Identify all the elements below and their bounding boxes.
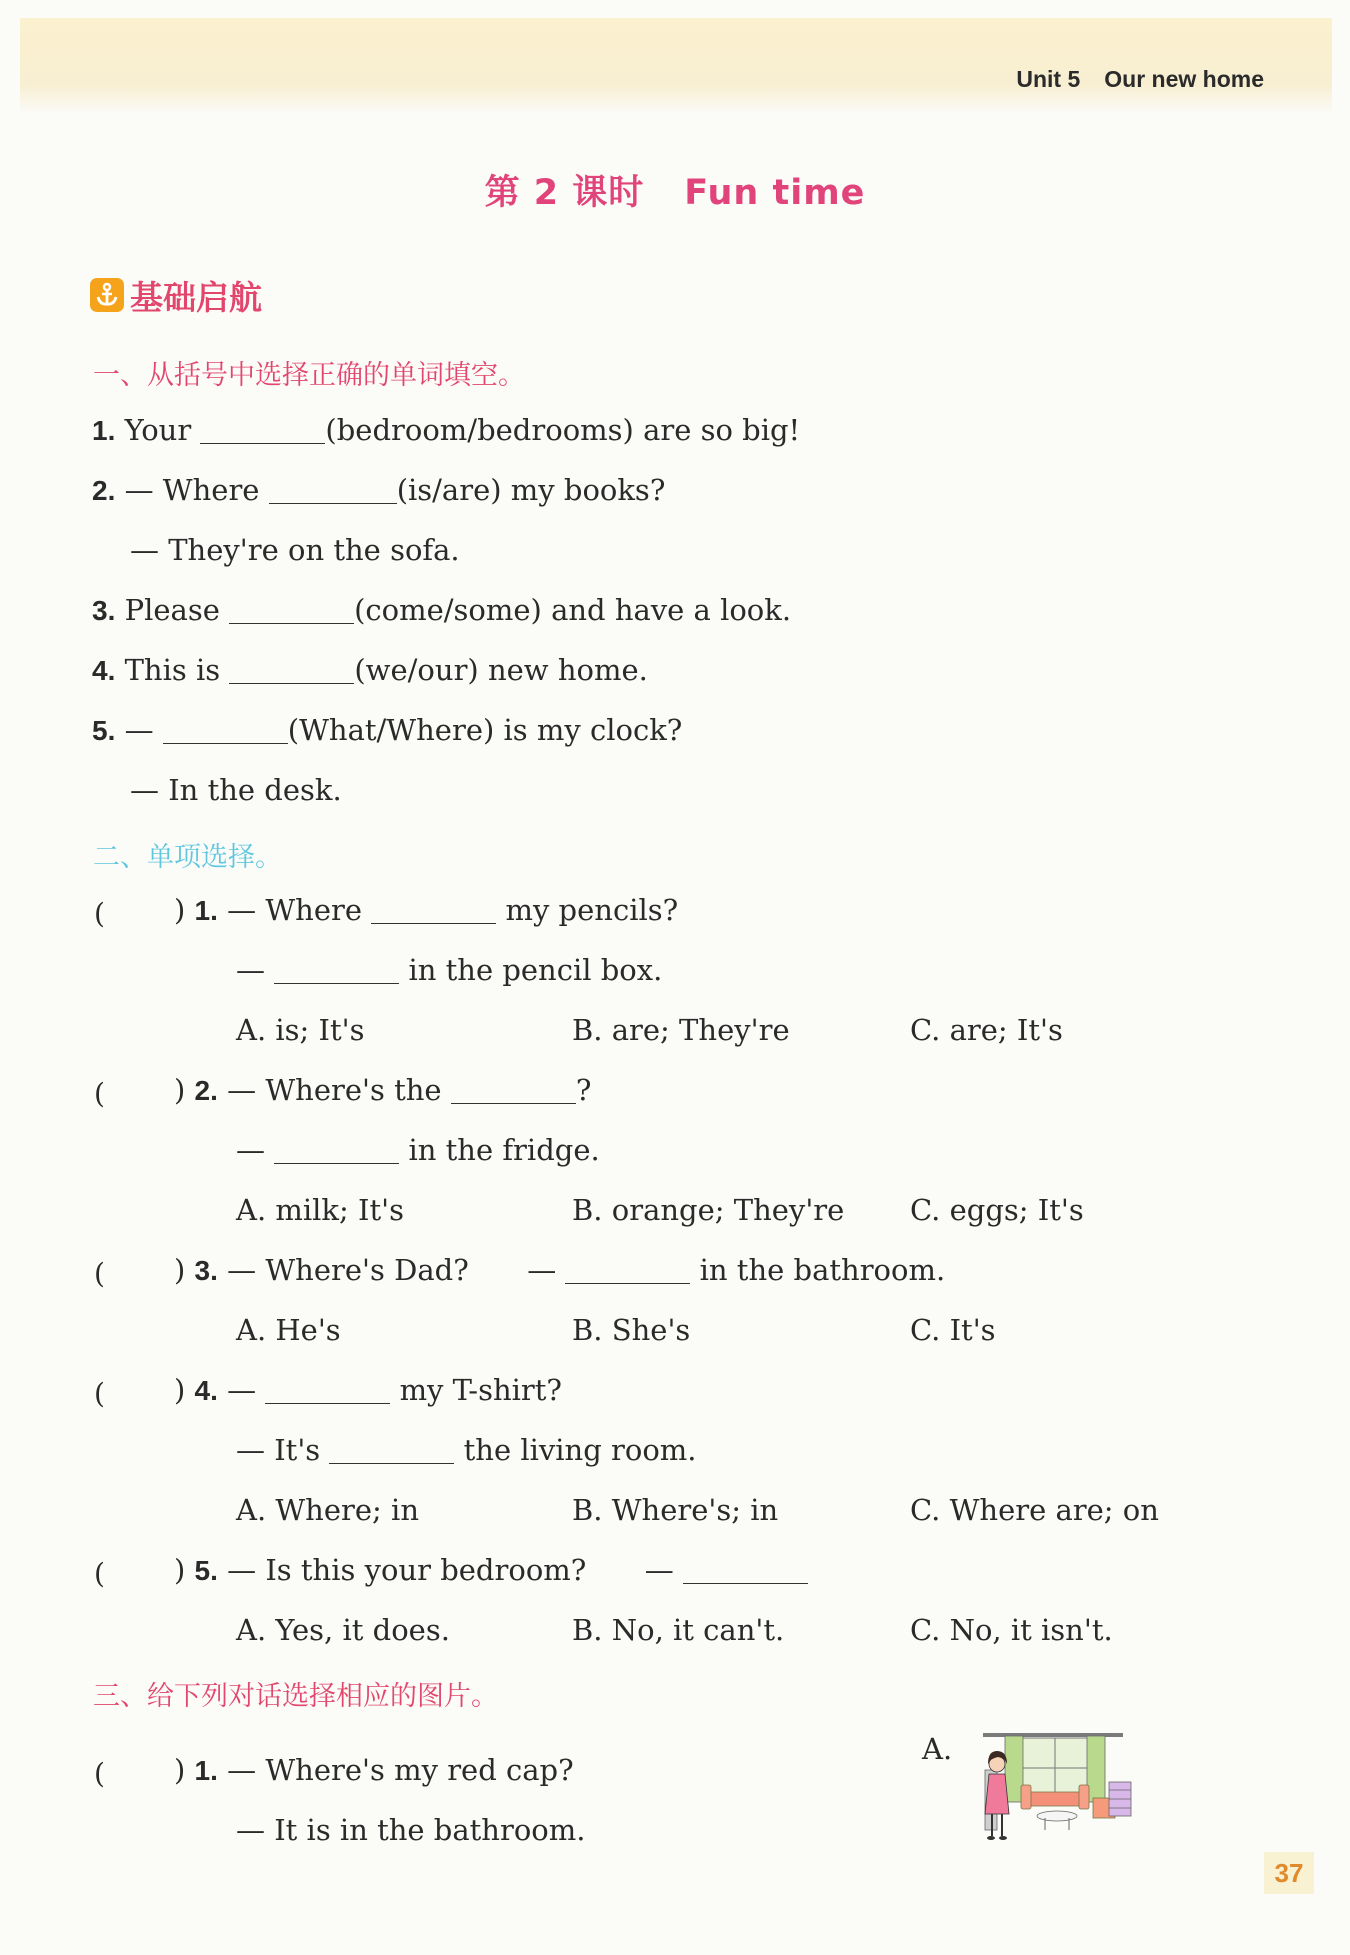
sofa [1025,1792,1085,1806]
part1-item-5: 5. — (What/Where) is my clock? [92,713,683,747]
option-c[interactable]: C. No, it isn't. [910,1613,1113,1647]
curtain-right [1087,1736,1105,1802]
answer-paren-open: ( [94,1377,105,1410]
section-heading [90,275,262,315]
option-b[interactable]: B. Where's; in [572,1493,779,1527]
answer-blank[interactable] [565,1282,690,1284]
option-a[interactable]: A. Where; in [236,1493,419,1527]
option-a[interactable]: A. Yes, it does. [236,1613,450,1647]
part2-q4-reply: — It's the living room. [236,1433,697,1467]
lesson-title [0,165,1350,215]
part2-q3: ) 3. — Where's Dad? — in the bathroom. [174,1253,946,1287]
answer-blank[interactable] [371,922,496,924]
option-b[interactable]: B. No, it can't. [572,1613,785,1647]
part2-q2: ) 2. — Where's the ? [174,1073,592,1107]
lesson-number: 第 2 课时 [484,173,645,213]
part3-q1-reply: — It is in the bathroom. [236,1813,586,1847]
answer-blank[interactable] [229,682,354,684]
lesson-name: Fun time [684,173,866,213]
curtain-left [1005,1736,1023,1802]
section-title: 基础启航 [130,277,262,317]
answer-blank[interactable] [229,622,354,624]
answer-paren-close: ) [174,1073,186,1107]
part1-item-5-reply: — In the desk. [130,773,342,807]
part1-item-3: 3. Please (come/some) and have a look. [92,593,792,627]
part3-q1: ) 1. — Where's my red cap? [174,1753,574,1787]
part2-q2-reply: — in the fridge. [236,1133,600,1167]
answer-blank[interactable] [274,1162,399,1164]
part2-q1-reply: — in the pencil box. [236,953,663,987]
option-a[interactable]: A. is; It's [236,1013,365,1047]
answer-paren-open: ( [94,1077,105,1110]
part3-title: 三、给下列对话选择相应的图片。 [93,1681,498,1712]
option-c[interactable]: C. eggs; It's [910,1193,1084,1227]
picture-label-a: A. [922,1732,953,1766]
answer-paren-close: ) [174,1253,186,1287]
unit-title: Our new home [1104,66,1264,92]
unit-label [1016,66,1264,93]
answer-blank[interactable] [451,1102,576,1104]
page-number: 37 [1264,1852,1314,1894]
option-a[interactable]: A. He's [236,1313,341,1347]
option-a[interactable]: A. milk; It's [236,1193,404,1227]
option-c[interactable]: C. It's [910,1313,996,1347]
unit-number: Unit 5 [1016,66,1081,92]
answer-paren-open: ( [94,1257,105,1290]
answer-blank[interactable] [269,502,397,504]
option-c[interactable]: C. Where are; on [910,1493,1159,1527]
answer-blank[interactable] [274,982,399,984]
part1-item-1: 1. Your (bedroom/bedrooms) are so big! [92,413,801,447]
option-b[interactable]: B. are; They're [572,1013,790,1047]
option-c[interactable]: C. are; It's [910,1013,1063,1047]
anchor-icon [90,278,124,312]
answer-paren-open: ( [94,1757,105,1790]
answer-paren-close: ) [174,1553,186,1587]
part2-q5: ) 5. — Is this your bedroom? — [174,1556,808,1585]
part2-title: 二、单项选择。 [93,842,282,873]
part2-q1: ) 1. — Where my pencils? [174,893,679,927]
part1-item-2-reply: — They're on the sofa. [130,533,460,567]
answer-paren-open: ( [94,897,105,930]
living-room-picture [975,1730,1135,1845]
part1-item-2: 2. — Where (is/are) my books? [92,473,666,507]
part1-item-4: 4. This is (we/our) new home. [92,653,648,687]
answer-blank[interactable] [200,442,325,444]
answer-paren-close: ) [174,1753,186,1787]
option-b[interactable]: B. She's [572,1313,691,1347]
answer-blank[interactable] [329,1462,454,1464]
answer-paren-close: ) [174,893,186,927]
part1-title: 一、从括号中选择正确的单词填空。 [93,360,525,391]
answer-paren-close: ) [174,1373,186,1407]
answer-slot[interactable] [112,920,172,921]
answer-blank[interactable] [265,1402,390,1404]
table [1037,1811,1077,1821]
answer-blank[interactable] [163,742,288,744]
part2-q4: ) 4. — my T-shirt? [174,1373,562,1407]
option-b[interactable]: B. orange; They're [572,1193,845,1227]
answer-paren-open: ( [94,1557,105,1590]
answer-blank[interactable] [683,1582,808,1584]
